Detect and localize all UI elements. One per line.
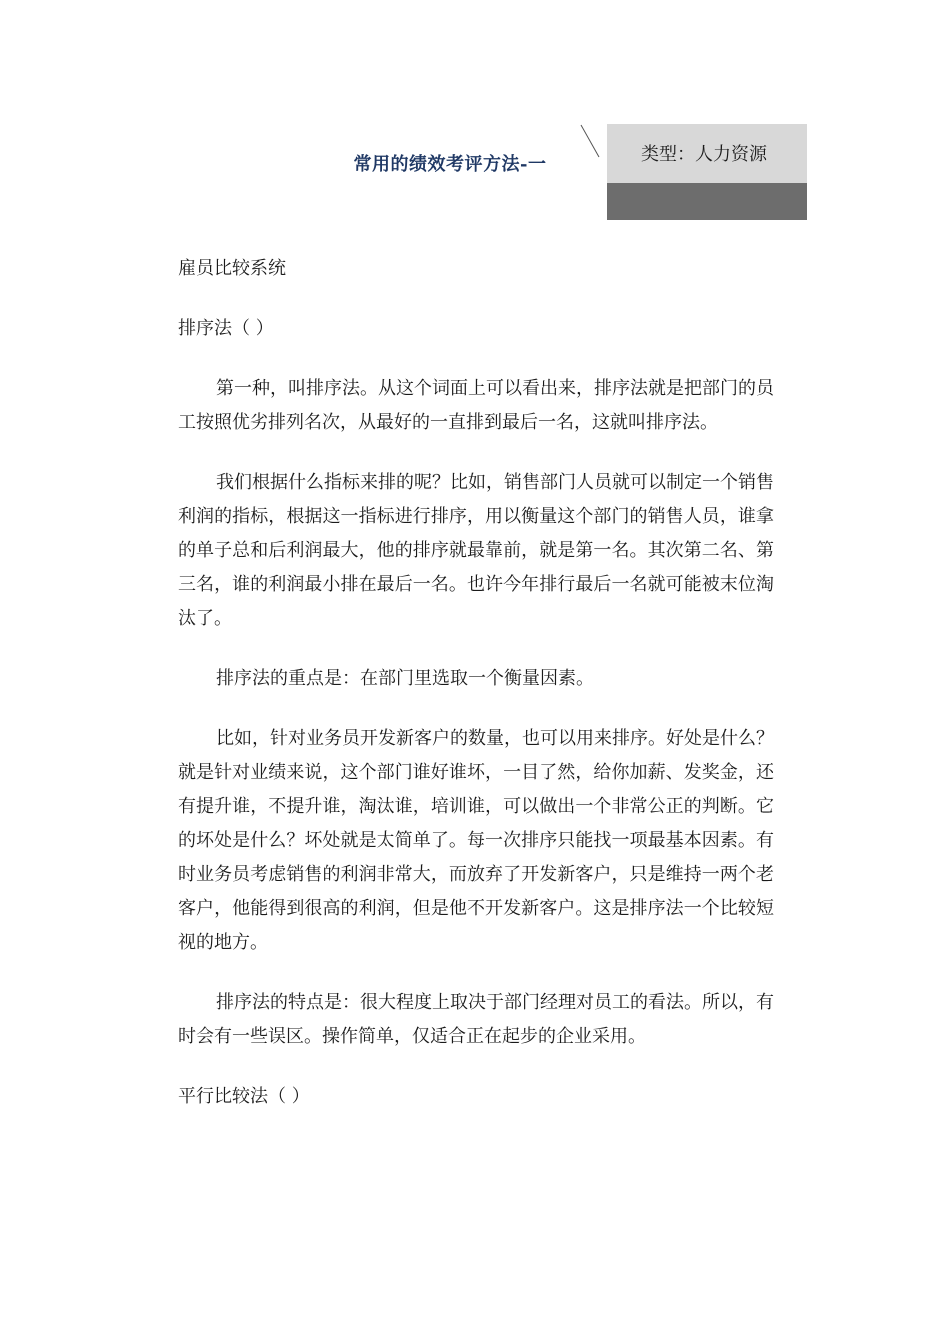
paragraph-ranking-pros-cons: 比如，针对业务员开发新客户的数量，也可以用来排序。好处是什么？就是针对业绩来说，这个部门谁好谁坏，一目了然，给你加薪、发奖金，还有提升谁，不提升谁，淘汰谁，培训谁，可以做出一个非常公正的判断。它的坏处是什么？坏处就是太简单了。每一次排序只能找一项最基本因素。有时业务员考虑销售的利润非常大，而放弃了开发新客户，只是维持一两个老客户，他能得到很高的利润，但是他不开发新客户。这是排序法一个比较短视的地方。 bbox=[178, 728, 774, 953]
section-heading-ranking-method: 排序法（ ） bbox=[178, 318, 274, 339]
corner-fold-line bbox=[580, 124, 600, 158]
document-body bbox=[178, 252, 774, 1140]
section-heading-employee-comparison: 雇员比较系统 bbox=[178, 258, 286, 279]
section-heading-parallel-comparison: 平行比较法（ ） bbox=[178, 1086, 310, 1107]
category-box-bar bbox=[607, 183, 807, 220]
paragraph-ranking-key-point: 排序法的重点是：在部门里选取一个衡量因素。 bbox=[216, 668, 594, 689]
paragraph-ranking-definition: 第一种，叫排序法。从这个词面上可以看出来，排序法就是把部门的员工按照优劣排列名次，从最好的一直排到最后一名，这就叫排序法。 bbox=[178, 378, 774, 433]
paragraph-ranking-indicator: 我们根据什么指标来排的呢？比如，销售部门人员就可以制定一个销售利润的指标，根据这一指标进行排序，用以衡量这个部门的销售人员，谁拿的单子总和后利润最大，他的排序就最靠前，就是第一名。其次第二名、第三名，谁的利润最小排在最后一名。也许今年排行最后一名就可能被末位淘汰了。 bbox=[178, 472, 774, 629]
paragraph-ranking-features: 排序法的特点是：很大程度上取决于部门经理对员工的看法。所以，有时会有一些误区。操作简单，仅适合正在起步的企业采用。 bbox=[178, 992, 774, 1047]
page-title: 常用的绩效考评方法-一 bbox=[353, 154, 547, 175]
category-label: 类型：人力资源 bbox=[641, 144, 767, 165]
category-box bbox=[607, 124, 807, 220]
category-box-top bbox=[607, 124, 807, 183]
